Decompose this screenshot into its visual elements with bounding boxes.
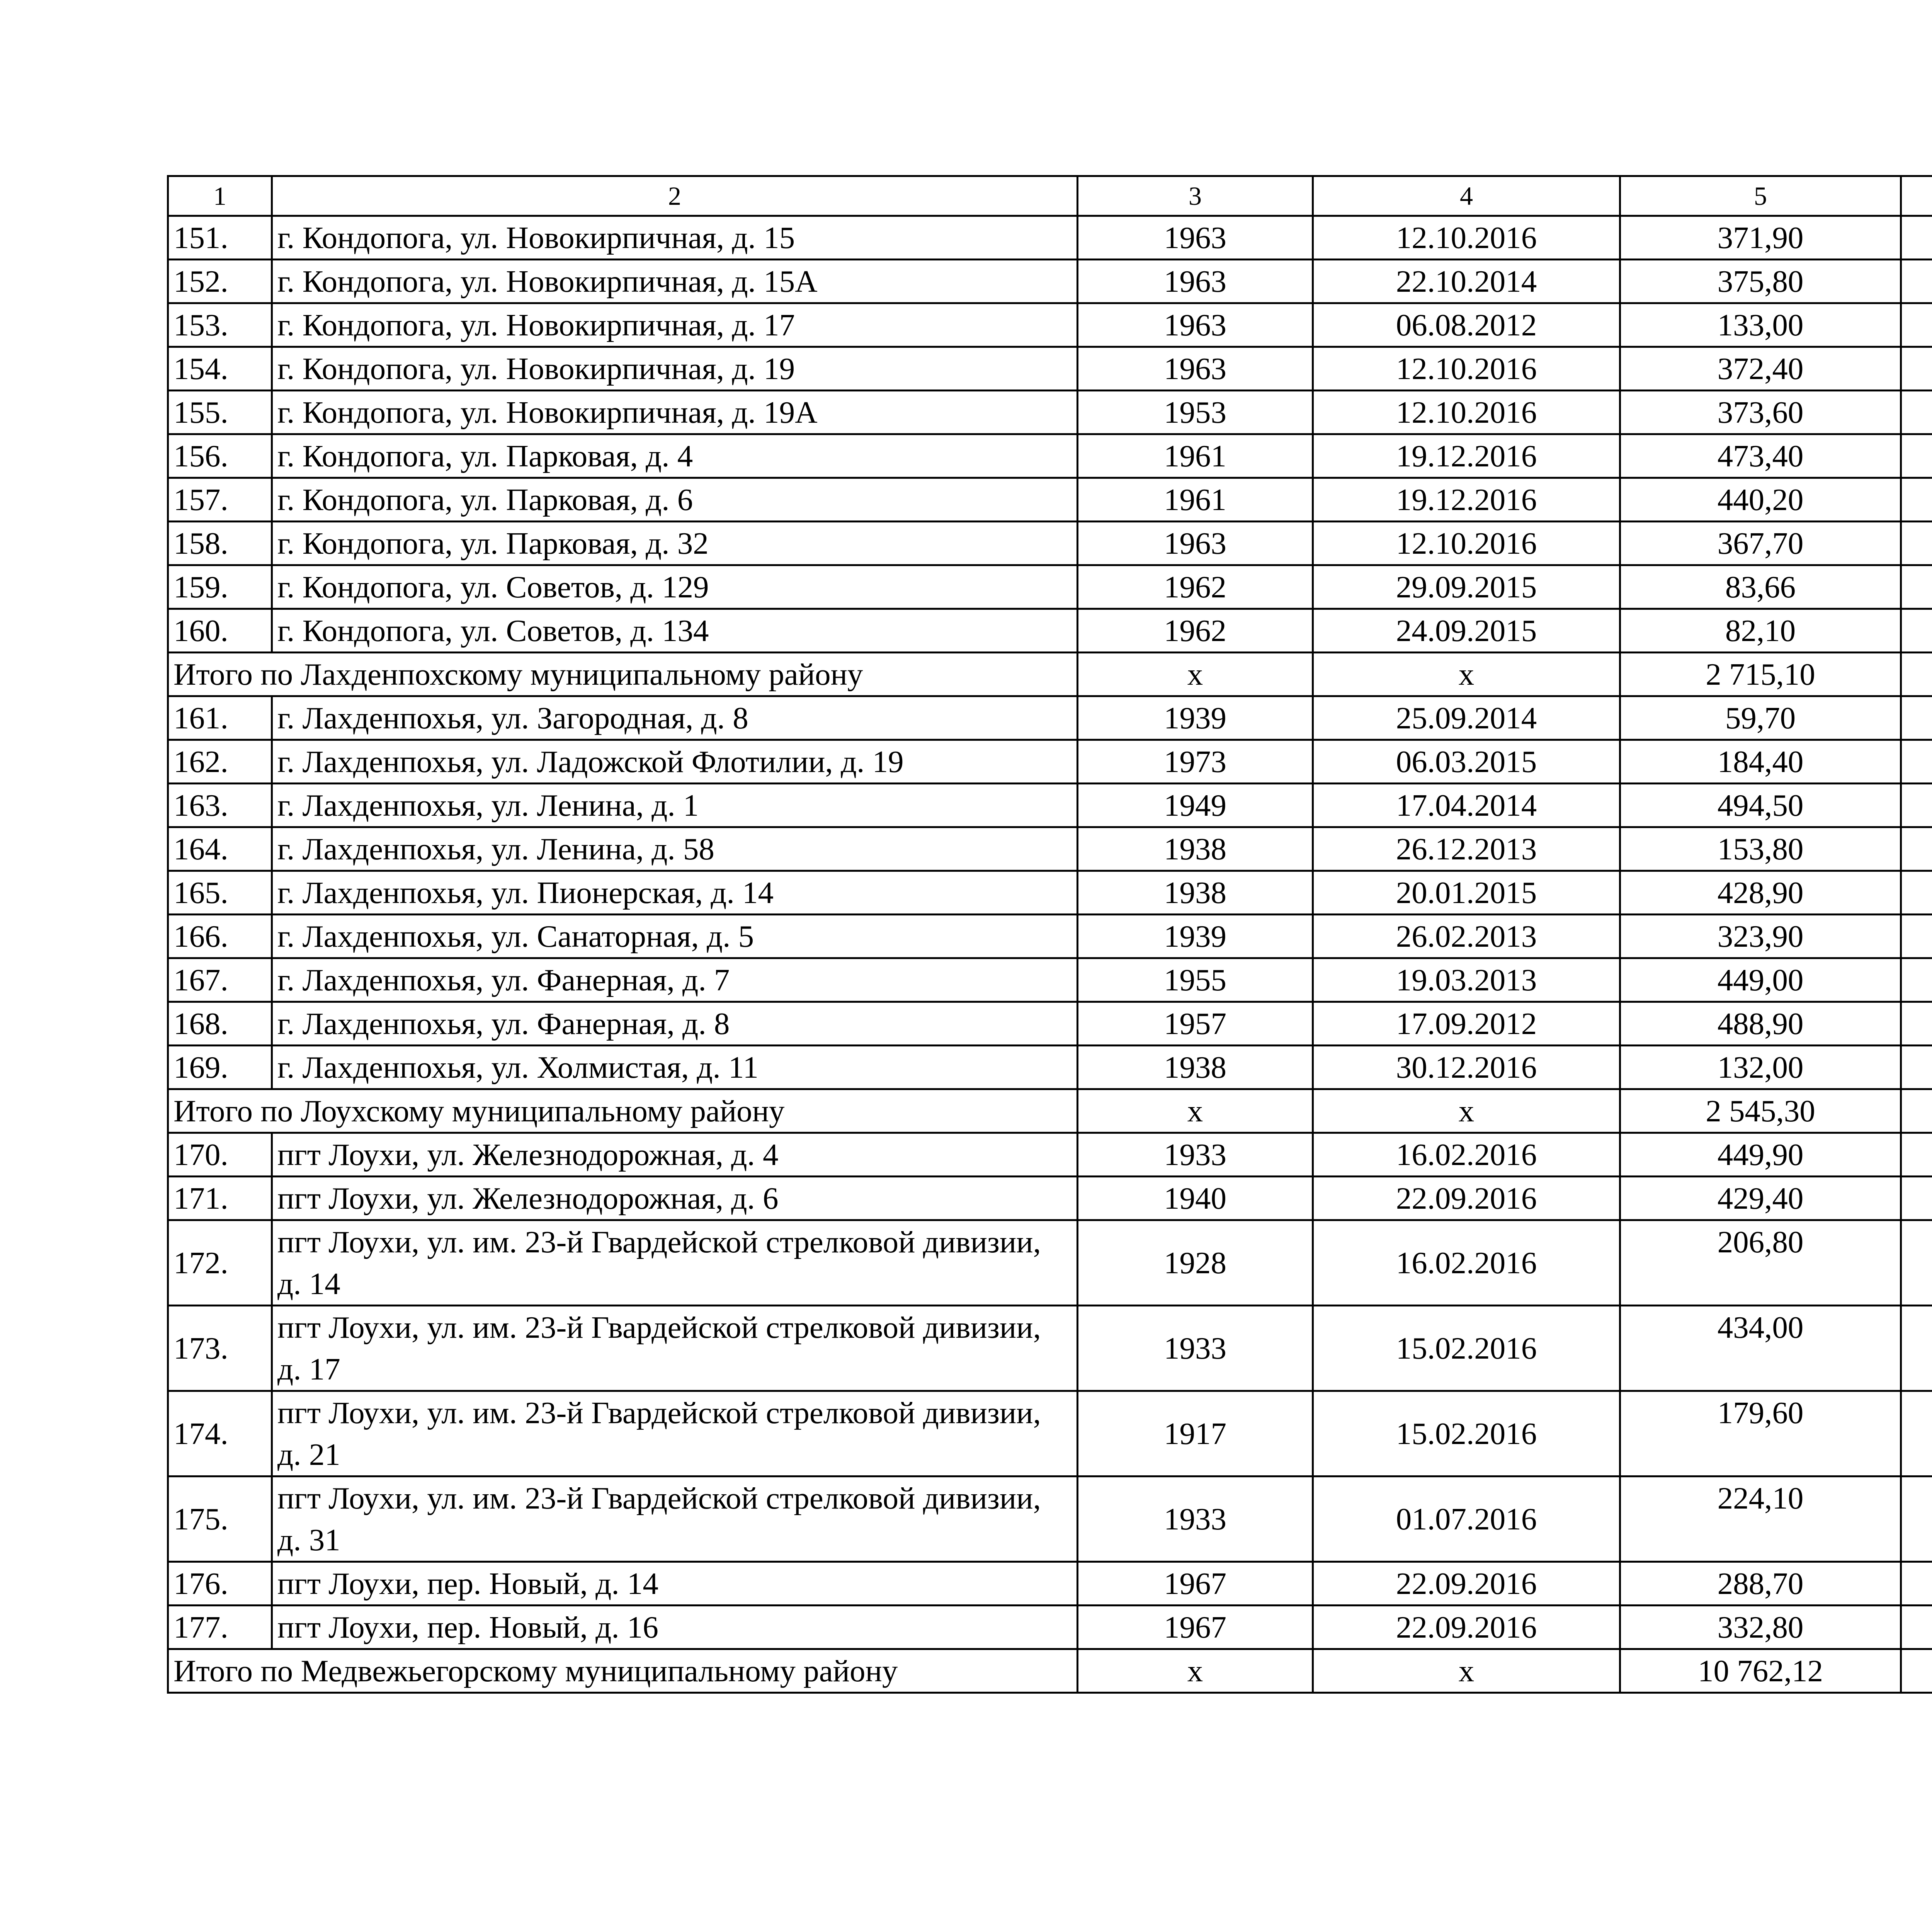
residents-count-cell [1901, 609, 1932, 653]
area-cell: 288,70 [1620, 1562, 1901, 1606]
date-cell: 24.09.2015 [1313, 609, 1620, 653]
column-header: 2 [272, 176, 1078, 216]
address-cell: г. Кондопога, ул. Советов, д. 134 [272, 609, 1078, 653]
table-row [168, 1133, 1932, 1177]
residents-count-cell [1901, 1391, 1932, 1476]
row-number: 156. [168, 434, 272, 478]
date-cell: х [1313, 653, 1620, 696]
address-cell: г. Лахденпохья, ул. Санаторная, д. 5 [272, 915, 1078, 958]
table-row [168, 1046, 1932, 1089]
year-cell: х [1078, 1089, 1313, 1133]
table-row [168, 696, 1932, 740]
table-row [168, 1606, 1932, 1649]
year-built-cell: 1938 [1078, 1046, 1313, 1089]
date-cell: 22.09.2016 [1313, 1606, 1620, 1649]
residents-count-cell [1901, 827, 1932, 871]
residents-count-cell [1901, 784, 1932, 827]
area-cell: 179,60 [1620, 1391, 1901, 1476]
row-number: 155. [168, 391, 272, 434]
row-number: 158. [168, 522, 272, 565]
address-cell: г. Кондопога, ул. Новокирпичная, д. 19А [272, 391, 1078, 434]
row-number: 170. [168, 1133, 272, 1177]
table-row [168, 303, 1932, 347]
date-cell: х [1313, 1089, 1620, 1133]
date-cell: 22.10.2014 [1313, 260, 1620, 303]
area-cell: 372,40 [1620, 347, 1901, 391]
count-total-cell [1901, 1649, 1932, 1693]
column-header [1901, 176, 1932, 216]
total-label: Итого по Лахденпохскому муниципальному району [168, 653, 1078, 696]
table-row [168, 915, 1932, 958]
residents-count-cell [1901, 1177, 1932, 1220]
address-cell: г. Кондопога, ул. Новокирпичная, д. 15А [272, 260, 1078, 303]
column-number-header-row [168, 176, 1932, 216]
column-header: 1 [168, 176, 272, 216]
residents-count-cell [1901, 391, 1932, 434]
table-row [168, 1306, 1932, 1391]
residents-count-cell [1901, 1606, 1932, 1649]
year-built-cell: 1963 [1078, 260, 1313, 303]
area-cell: 375,80 [1620, 260, 1901, 303]
date-cell: 22.09.2016 [1313, 1177, 1620, 1220]
table-row [168, 347, 1932, 391]
address-cell: г. Кондопога, ул. Парковая, д. 4 [272, 434, 1078, 478]
row-number: 171. [168, 1177, 272, 1220]
year-built-cell: 1961 [1078, 434, 1313, 478]
year-built-cell: 1973 [1078, 740, 1313, 784]
total-label: Итого по Лоухскому муниципальному району [168, 1089, 1078, 1133]
date-cell: 15.02.2016 [1313, 1306, 1620, 1391]
column-header: 3 [1078, 176, 1313, 216]
residents-count-cell [1901, 696, 1932, 740]
table-row [168, 1391, 1932, 1476]
table-row [168, 522, 1932, 565]
table-row [168, 1476, 1932, 1562]
residents-count-cell [1901, 1476, 1932, 1562]
row-number: 167. [168, 958, 272, 1002]
area-cell: 434,00 [1620, 1306, 1901, 1391]
area-cell: 440,20 [1620, 478, 1901, 522]
row-number: 166. [168, 915, 272, 958]
address-cell: г. Лахденпохья, ул. Ленина, д. 58 [272, 827, 1078, 871]
date-cell: х [1313, 1649, 1620, 1693]
address-cell: г. Лахденпохья, ул. Загородная, д. 8 [272, 696, 1078, 740]
year-built-cell: 1967 [1078, 1606, 1313, 1649]
residents-count-cell [1901, 565, 1932, 609]
address-cell: пгт Лоухи, ул. им. 23-й Гвардейской стрелковой дивизии, д. 31 [272, 1476, 1078, 1562]
date-cell: 19.03.2013 [1313, 958, 1620, 1002]
row-number: 172. [168, 1220, 272, 1306]
row-number: 153. [168, 303, 272, 347]
area-cell: 428,90 [1620, 871, 1901, 915]
year-built-cell: 1939 [1078, 696, 1313, 740]
year-cell: х [1078, 653, 1313, 696]
area-cell: 332,80 [1620, 1606, 1901, 1649]
address-cell: г. Кондопога, ул. Новокирпичная, д. 19 [272, 347, 1078, 391]
area-cell: 132,00 [1620, 1046, 1901, 1089]
area-cell: 153,80 [1620, 827, 1901, 871]
year-built-cell: 1933 [1078, 1476, 1313, 1562]
residents-count-cell [1901, 478, 1932, 522]
area-cell: 59,70 [1620, 696, 1901, 740]
year-built-cell: 1939 [1078, 915, 1313, 958]
date-cell: 12.10.2016 [1313, 522, 1620, 565]
row-number: 177. [168, 1606, 272, 1649]
area-cell: 83,66 [1620, 565, 1901, 609]
date-cell: 25.09.2014 [1313, 696, 1620, 740]
residents-count-cell [1901, 740, 1932, 784]
count-total-cell [1901, 1089, 1932, 1133]
area-cell: 373,60 [1620, 391, 1901, 434]
area-cell: 133,00 [1620, 303, 1901, 347]
table-row [168, 1177, 1932, 1220]
row-number: 174. [168, 1391, 272, 1476]
area-total-cell: 2 715,10 [1620, 653, 1901, 696]
residents-count-cell [1901, 958, 1932, 1002]
date-cell: 01.07.2016 [1313, 1476, 1620, 1562]
address-cell: пгт Лоухи, пер. Новый, д. 14 [272, 1562, 1078, 1606]
column-header: 5 [1620, 176, 1901, 216]
address-cell: г. Кондопога, ул. Советов, д. 129 [272, 565, 1078, 609]
date-cell: 16.02.2016 [1313, 1133, 1620, 1177]
year-built-cell: 1963 [1078, 303, 1313, 347]
area-cell: 371,90 [1620, 216, 1901, 260]
area-cell: 206,80 [1620, 1220, 1901, 1306]
table-row [168, 1562, 1932, 1606]
year-built-cell: 1938 [1078, 827, 1313, 871]
date-cell: 12.10.2016 [1313, 216, 1620, 260]
table-row [168, 1220, 1932, 1306]
table-row [168, 958, 1932, 1002]
residents-count-cell [1901, 260, 1932, 303]
count-total-cell [1901, 653, 1932, 696]
column-header: 4 [1313, 176, 1620, 216]
table-row [168, 871, 1932, 915]
year-built-cell: 1957 [1078, 1002, 1313, 1046]
area-cell: 473,40 [1620, 434, 1901, 478]
address-cell: г. Лахденпохья, ул. Пионерская, д. 14 [272, 871, 1078, 915]
district-total-row [168, 1649, 1932, 1693]
area-cell: 488,90 [1620, 1002, 1901, 1046]
year-built-cell: 1955 [1078, 958, 1313, 1002]
table-row [168, 391, 1932, 434]
address-cell: г. Кондопога, ул. Новокирпичная, д. 15 [272, 216, 1078, 260]
year-cell: х [1078, 1649, 1313, 1693]
address-cell: пгт Лоухи, ул. им. 23-й Гвардейской стрелковой дивизии, д. 21 [272, 1391, 1078, 1476]
year-built-cell: 1917 [1078, 1391, 1313, 1476]
residents-count-cell [1901, 1133, 1932, 1177]
row-number: 152. [168, 260, 272, 303]
residents-count-cell [1901, 522, 1932, 565]
row-number: 169. [168, 1046, 272, 1089]
date-cell: 29.09.2015 [1313, 565, 1620, 609]
address-cell: г. Лахденпохья, ул. Ленина, д. 1 [272, 784, 1078, 827]
row-number: 164. [168, 827, 272, 871]
address-cell: пгт Лоухи, ул. Железнодорожная, д. 6 [272, 1177, 1078, 1220]
address-cell: г. Кондопога, ул. Парковая, д. 32 [272, 522, 1078, 565]
row-number: 154. [168, 347, 272, 391]
table-row [168, 478, 1932, 522]
residents-count-cell [1901, 347, 1932, 391]
area-cell: 224,10 [1620, 1476, 1901, 1562]
year-built-cell: 1933 [1078, 1306, 1313, 1391]
table-row [168, 827, 1932, 871]
area-total-cell: 10 762,12 [1620, 1649, 1901, 1693]
year-built-cell: 1953 [1078, 391, 1313, 434]
year-built-cell: 1962 [1078, 565, 1313, 609]
row-number: 157. [168, 478, 272, 522]
residents-count-cell [1901, 434, 1932, 478]
address-cell: пгт Лоухи, пер. Новый, д. 16 [272, 1606, 1078, 1649]
date-cell: 06.03.2015 [1313, 740, 1620, 784]
total-label: Итого по Медвежьегорскому муниципальному району [168, 1649, 1078, 1693]
area-cell: 367,70 [1620, 522, 1901, 565]
area-cell: 449,00 [1620, 958, 1901, 1002]
row-number: 176. [168, 1562, 272, 1606]
residents-count-cell [1901, 1562, 1932, 1606]
date-cell: 12.10.2016 [1313, 391, 1620, 434]
table-row [168, 784, 1932, 827]
address-cell: пгт Лоухи, ул. им. 23-й Гвардейской стрелковой дивизии, д. 17 [272, 1306, 1078, 1391]
year-built-cell: 1940 [1078, 1177, 1313, 1220]
address-cell: г. Лахденпохья, ул. Ладожской Флотилии, д. 19 [272, 740, 1078, 784]
year-built-cell: 1949 [1078, 784, 1313, 827]
date-cell: 26.02.2013 [1313, 915, 1620, 958]
date-cell: 17.04.2014 [1313, 784, 1620, 827]
area-cell: 323,90 [1620, 915, 1901, 958]
table-row [168, 1002, 1932, 1046]
residents-count-cell [1901, 216, 1932, 260]
table-body [168, 176, 1932, 1693]
residents-count-cell [1901, 915, 1932, 958]
date-cell: 17.09.2012 [1313, 1002, 1620, 1046]
address-cell: пгт Лоухи, ул. им. 23-й Гвардейской стрелковой дивизии, д. 14 [272, 1220, 1078, 1306]
year-built-cell: 1963 [1078, 216, 1313, 260]
year-built-cell: 1938 [1078, 871, 1313, 915]
table-row [168, 565, 1932, 609]
row-number: 162. [168, 740, 272, 784]
year-built-cell: 1967 [1078, 1562, 1313, 1606]
area-cell: 184,40 [1620, 740, 1901, 784]
table-row [168, 434, 1932, 478]
row-number: 165. [168, 871, 272, 915]
date-cell: 12.10.2016 [1313, 347, 1620, 391]
year-built-cell: 1963 [1078, 522, 1313, 565]
residents-count-cell [1901, 1220, 1932, 1306]
row-number: 173. [168, 1306, 272, 1391]
year-built-cell: 1961 [1078, 478, 1313, 522]
date-cell: 19.12.2016 [1313, 478, 1620, 522]
date-cell: 22.09.2016 [1313, 1562, 1620, 1606]
date-cell: 30.12.2016 [1313, 1046, 1620, 1089]
address-cell: г. Лахденпохья, ул. Фанерная, д. 8 [272, 1002, 1078, 1046]
residents-count-cell [1901, 871, 1932, 915]
table-row [168, 740, 1932, 784]
year-built-cell: 1933 [1078, 1133, 1313, 1177]
area-cell: 449,90 [1620, 1133, 1901, 1177]
address-cell: г. Лахденпохья, ул. Фанерная, д. 7 [272, 958, 1078, 1002]
area-cell: 82,10 [1620, 609, 1901, 653]
row-number: 163. [168, 784, 272, 827]
row-number: 161. [168, 696, 272, 740]
residents-count-cell [1901, 303, 1932, 347]
date-cell: 26.12.2013 [1313, 827, 1620, 871]
year-built-cell: 1928 [1078, 1220, 1313, 1306]
date-cell: 16.02.2016 [1313, 1220, 1620, 1306]
row-number: 168. [168, 1002, 272, 1046]
year-built-cell: 1962 [1078, 609, 1313, 653]
row-number: 151. [168, 216, 272, 260]
row-number: 175. [168, 1476, 272, 1562]
date-cell: 19.12.2016 [1313, 434, 1620, 478]
district-total-row [168, 1089, 1932, 1133]
date-cell: 06.08.2012 [1313, 303, 1620, 347]
date-cell: 15.02.2016 [1313, 1391, 1620, 1476]
area-cell: 429,40 [1620, 1177, 1901, 1220]
address-cell: г. Кондопога, ул. Новокирпичная, д. 17 [272, 303, 1078, 347]
table-row [168, 260, 1932, 303]
housing-registry-table [167, 175, 1932, 1694]
address-cell: г. Лахденпохья, ул. Холмистая, д. 11 [272, 1046, 1078, 1089]
area-cell: 494,50 [1620, 784, 1901, 827]
address-cell: пгт Лоухи, ул. Железнодорожная, д. 4 [272, 1133, 1078, 1177]
date-cell: 20.01.2015 [1313, 871, 1620, 915]
table-row [168, 216, 1932, 260]
residents-count-cell [1901, 1046, 1932, 1089]
area-total-cell: 2 545,30 [1620, 1089, 1901, 1133]
table-row [168, 609, 1932, 653]
row-number: 159. [168, 565, 272, 609]
address-cell: г. Кондопога, ул. Парковая, д. 6 [272, 478, 1078, 522]
residents-count-cell [1901, 1306, 1932, 1391]
district-total-row [168, 653, 1932, 696]
residents-count-cell [1901, 1002, 1932, 1046]
year-built-cell: 1963 [1078, 347, 1313, 391]
row-number: 160. [168, 609, 272, 653]
